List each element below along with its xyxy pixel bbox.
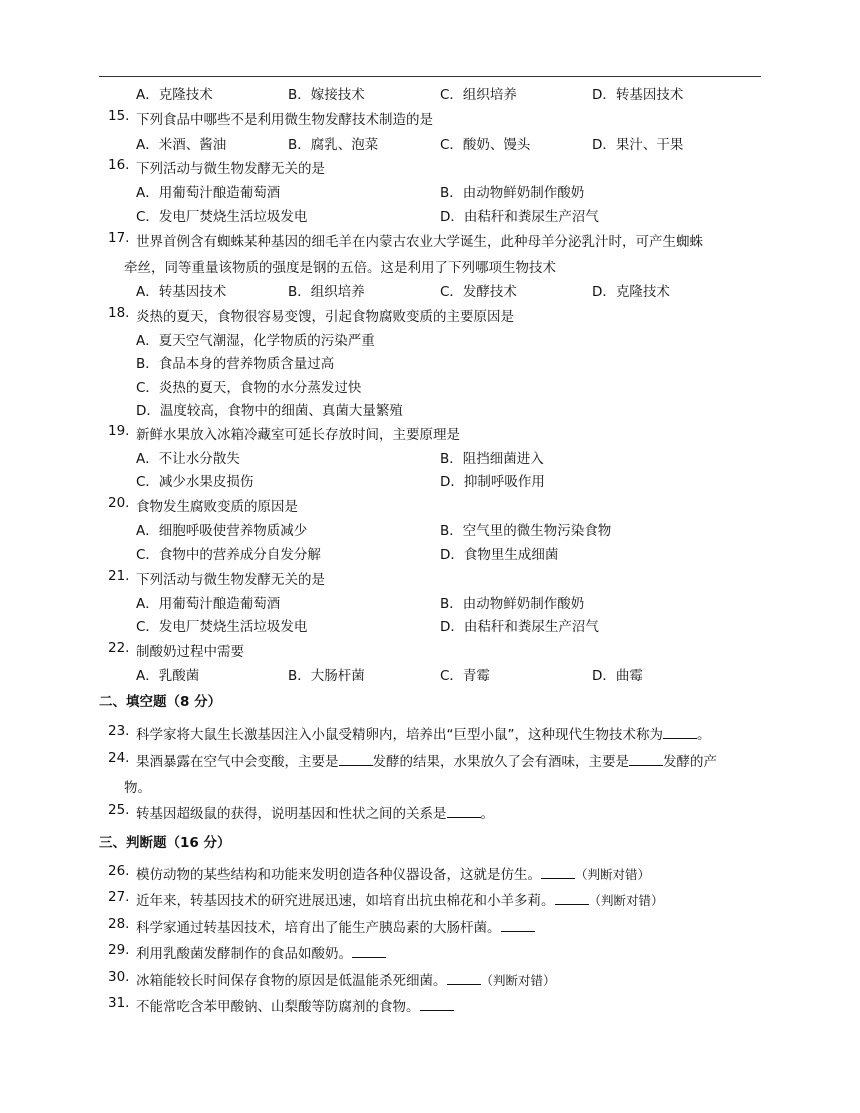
question-stem: 下列活动与微生物发酵无关的是 [136,572,325,588]
question-stem: 科学家通过转基因技术，培育出了能生产胰岛素的大肠杆菌。 [136,916,535,936]
option-c: C．发酵技术 [440,284,517,300]
question-number: 15. [108,108,130,124]
option-a: A．克隆技术 [136,87,213,103]
question-number: 27. [108,889,130,905]
question-number: 31. [108,995,130,1011]
option-a: A．转基因技术 [136,284,227,300]
question-stem: 科学家将大鼠生长激基因注入小鼠受精卵内，培养出“巨型小鼠”，这种现代生物技术称为 。 [136,727,711,743]
option-b: B．由动物鲜奶制作酸奶 [440,185,585,201]
question-stem: 转基因超级鼠的获得，说明基因和性状之间的关系是 。 [136,806,494,822]
option-b: B．组织培养 [288,284,365,300]
section-title-fill-blank: 二、填空题（8 分） [99,694,222,710]
option-c: C．酸奶、馒头 [440,137,531,153]
option-c: C．炎热的夏天，食物的水分蒸发过快 [136,380,362,396]
question-stem: 世界首例含有蜘蛛某种基因的细毛羊在内蒙古农业大学诞生，此种母羊分泌乳汁时，可产生蜘蛛 [136,234,703,250]
question-number: 21. [108,568,130,584]
option-b: B．腐乳、泡菜 [288,137,379,153]
option-c: C．组织培养 [440,87,517,103]
question-stem: 果酒暴露在空气中会变酸，主要是 发酵的结果，水果放久了会有酒味，主要是 发酵的产 [136,754,717,770]
question-stem: 下列食品中哪些不是利用微生物发酵技术制造的是 [136,112,433,128]
option-c: C．发电厂焚烧生活垃圾发电 [136,619,308,635]
option-c: C．青霉 [440,668,490,684]
question-stem-continued: 物。 [124,780,151,796]
question-number: 28. [108,916,130,932]
option-c: C．食物中的营养成分自发分解 [136,547,321,563]
option-b: B．由动物鲜奶制作酸奶 [440,596,585,612]
answer-blank[interactable] [541,866,575,879]
option-b: B．嫁接技术 [288,87,365,103]
header-rule [99,76,761,77]
option-d: D．克隆技术 [592,284,670,300]
option-d: D．由秸秆和粪尿生产沼气 [440,209,599,225]
answer-blank[interactable] [555,892,589,905]
option-a: A．米酒、酱油 [136,137,227,153]
option-a: A．细胞呼吸使营养物质减少 [136,523,308,539]
option-c: C．减少水果皮损伤 [136,474,254,490]
answer-blank[interactable] [447,805,481,818]
question-number: 19. [108,423,130,439]
question-number: 20. [108,495,130,511]
option-b: B．大肠杆菌 [288,668,365,684]
question-number: 23. [108,723,130,739]
option-b: B．空气里的微生物污染食物 [440,523,612,539]
option-d: D．由秸秆和粪尿生产沼气 [440,619,599,635]
question-stem: 利用乳酸菌发酵制作的食品如酸奶。 [136,942,386,962]
option-a: A．用葡萄汁酿造葡萄酒 [136,596,281,612]
answer-blank[interactable] [447,972,481,985]
question-number: 30. [108,969,130,985]
option-a: A．不让水分散失 [136,451,240,467]
answer-blank[interactable] [420,998,454,1011]
question-number: 26. [108,863,130,879]
question-number: 29. [108,942,130,958]
question-stem-continued: 牵丝，同等重量该物质的强度是钢的五倍。这是利用了下列哪项生物技术 [124,260,556,276]
option-d: D．抑制呼吸作用 [440,474,545,490]
option-d: D．温度较高，食物中的细菌、真菌大量繁殖 [136,403,403,419]
question-number: 24. [108,750,130,766]
question-number: 16. [108,157,130,173]
section-title-true-false: 三、判断题（16 分） [99,835,231,851]
question-stem: 制酸奶过程中需要 [136,644,244,660]
option-d: D．曲霉 [592,668,643,684]
answer-blank[interactable] [629,753,663,766]
question-stem: 下列活动与微生物发酵无关的是 [136,161,325,177]
option-a: A．用葡萄汁酿造葡萄酒 [136,185,281,201]
question-stem: 炎热的夏天，食物很容易变馊，引起食物腐败变质的主要原因是 [136,309,514,325]
option-d: D．转基因技术 [592,87,684,103]
question-number: 18. [108,305,130,321]
option-b: B．阻挡细菌进入 [440,451,544,467]
question-number: 25. [108,802,130,818]
answer-blank[interactable] [352,945,386,958]
option-a: A．乳酸菌 [136,668,200,684]
question-stem: 不能常吃含苯甲酸钠、山梨酸等防腐剂的食物。 [136,995,454,1015]
question-stem: 冰箱能较长时间保存食物的原因是低温能杀死细菌。 （判断对错） [136,973,556,989]
option-b: B．食品本身的营养物质含量过高 [136,356,335,372]
question-stem: 新鲜水果放入冰箱冷藏室可延长存放时间，主要原理是 [136,427,460,443]
answer-blank[interactable] [339,753,373,766]
option-d: D．果汁、干果 [592,137,684,153]
question-stem: 近年来，转基因技术的研究进展迅速，如培育出抗虫棉花和小羊多莉。 （判断对错） [136,893,664,909]
question-stem: 模仿动物的某些结构和功能来发明创造各种仪器设备，这就是仿生。 （判断对错） [136,867,651,883]
question-number: 17. [108,230,130,246]
option-a: A．夏天空气潮湿，化学物质的污染严重 [136,333,375,349]
question-stem: 食物发生腐败变质的原因是 [136,499,298,515]
option-d: D．食物里生成细菌 [440,547,559,563]
option-c: C．发电厂焚烧生活垃圾发电 [136,209,308,225]
answer-blank[interactable] [501,919,535,932]
question-number: 22. [108,640,130,656]
answer-blank[interactable] [663,726,697,739]
